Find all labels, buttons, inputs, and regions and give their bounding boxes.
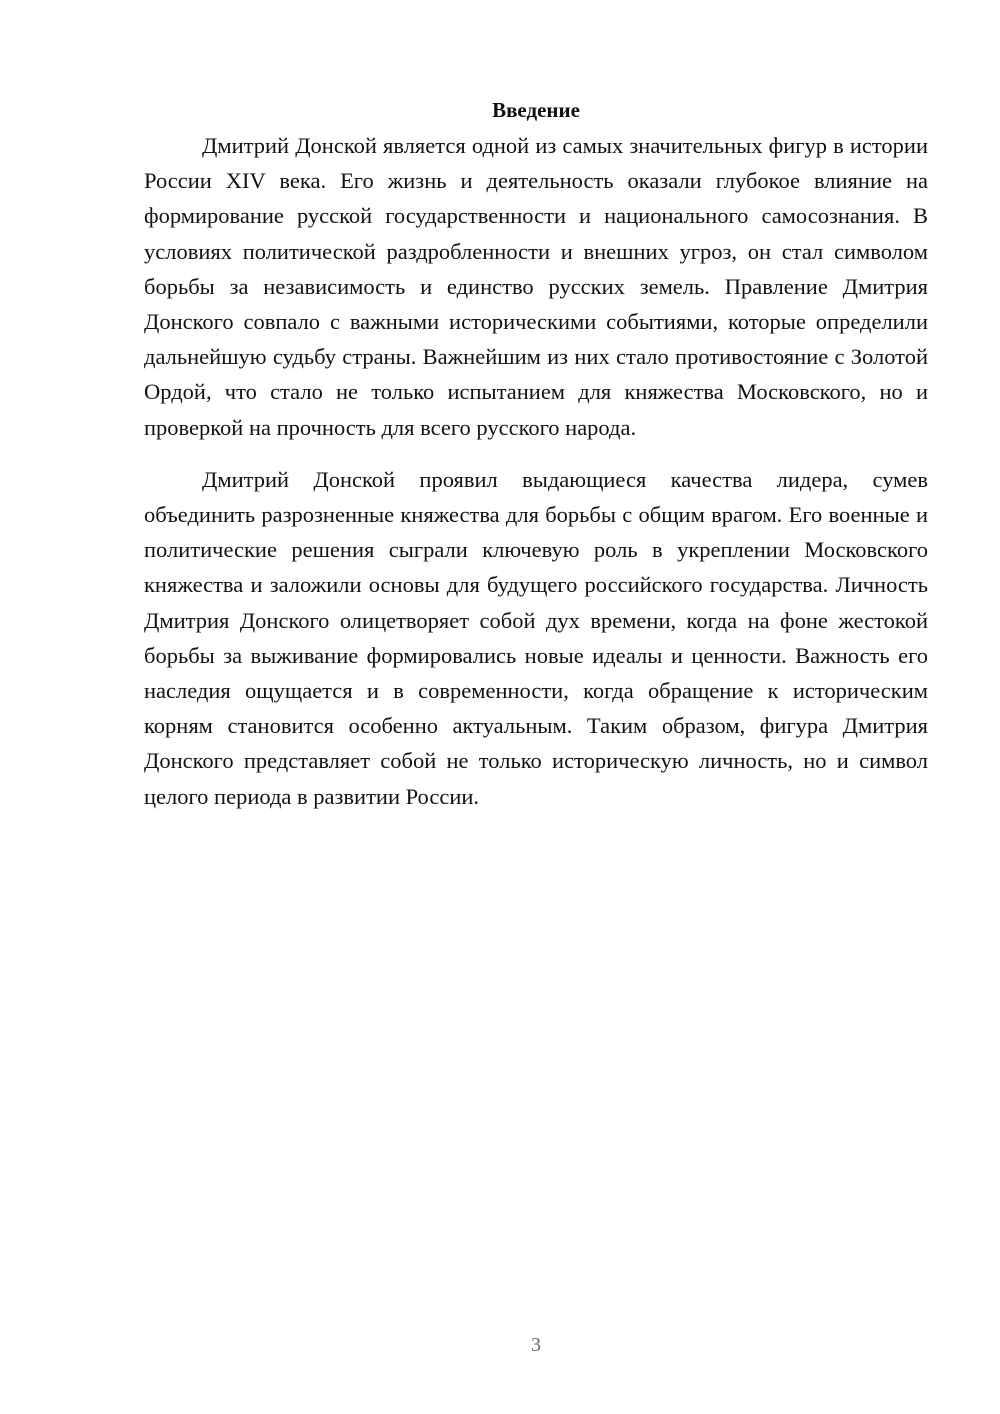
section-heading: Введение [492, 98, 580, 122]
paragraph: Дмитрий Донской проявил выдающиеся качества лидера, сумев объединить разрозненные княжества для борьбы с общим врагом. Его военные и политические решения сыграли ключевую роль в укреплении Московского княжества и заложили основы для будущего российского государства. Личность Дмитрия Донского олицетворяет собой дух времени, когда на фоне жестокой борьбы за выживание формировались новые идеалы и ценности. Важность его наследия ощущается и в современности, когда обращение к историческим корням становится особенно актуальным. Таким образом, фигура Дмитрия Донского представляет собой не только историческую личность, но и символ целого периода в развитии России. [144, 466, 928, 809]
page-content [144, 93, 928, 814]
paragraph: Дмитрий Донской является одной из самых значительных фигур в истории России XIV века. Его жизнь и деятельность оказали глубокое влияние на формирование русской государственности и национального самосознания. В условиях политической раздробленности и внешних угроз, он стал символом борьбы за независимость и единство русских земель. Правление Дмитрия Донского совпало с важными историческими событиями, которые определили дальнейшую судьбу страны. Важнейшим из них стало противостояние с Золотой Ордой, что стало не только испытанием для княжества Московского, но и проверкой на прочность для всего русского народа. [144, 133, 928, 440]
page-number: 3 [531, 1334, 541, 1356]
